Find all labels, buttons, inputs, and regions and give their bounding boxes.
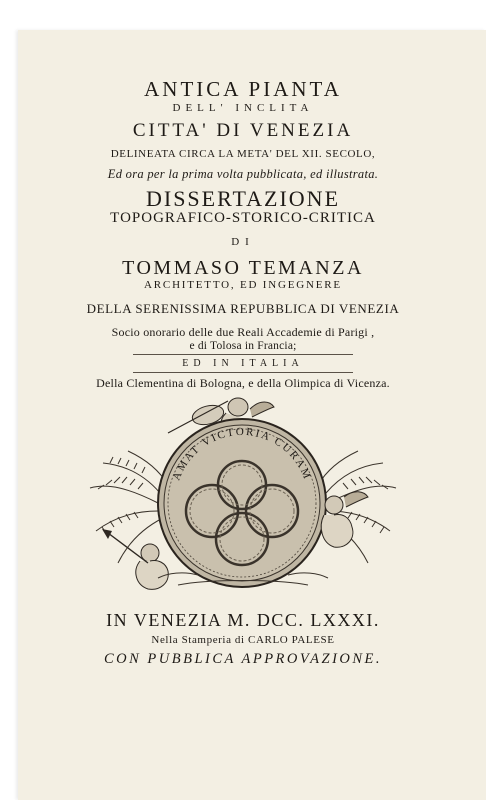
imprint-printer: Nella Stamperia di CARLO PALESE [151, 634, 335, 646]
printer-device-vignette [88, 393, 398, 598]
academy-line-2: e di Tolosa in Francia; [189, 340, 297, 352]
academy-line-3: Della Clementina di Bologna, e della Olimpica di Vicenza. [96, 376, 390, 390]
medallion-motto: AMAT VICTORIA CURAM [170, 425, 314, 483]
title-line-1: ANTICA PIANTA [144, 77, 342, 101]
dissertation-heading: DISSERTAZIONE [145, 186, 341, 211]
republic-line: DELLA SERENISSIMA REPUBBLICA DI VENEZIA [86, 301, 400, 316]
title-line-5: Ed ora per la prima volta pubblicata, ed illustrata. [107, 167, 379, 181]
title-line-3: CITTA' DI VENEZIA [132, 120, 354, 141]
dissertation-subheading: TOPOGRAFICO-STORICO-CRITICA [110, 210, 376, 226]
medallion [158, 419, 326, 587]
imprint-approval: CON PUBBLICA APPROVAZIONE. [103, 651, 383, 667]
italia-line: ED IN ITALIA [182, 358, 304, 369]
divider-bottom [133, 372, 353, 373]
title-line-2: DELL' INCLITA [172, 102, 314, 114]
academy-line-1: Socio onorario delle due Reali Accademie di Parigi , [111, 325, 375, 339]
cherub-right [321, 492, 368, 548]
imprint-place-date: IN VENEZIA M. DCC. LXXXI. [106, 610, 380, 630]
by-line: DI [231, 236, 255, 248]
divider-top [133, 354, 353, 355]
title-line-4: DELINEATA CIRCA LA META' DEL XII. SECOLO, [110, 148, 376, 160]
author-name: TOMMASO TEMANZA [122, 257, 364, 279]
author-profession: ARCHITETTO, ED INGEGNERE [144, 279, 342, 291]
